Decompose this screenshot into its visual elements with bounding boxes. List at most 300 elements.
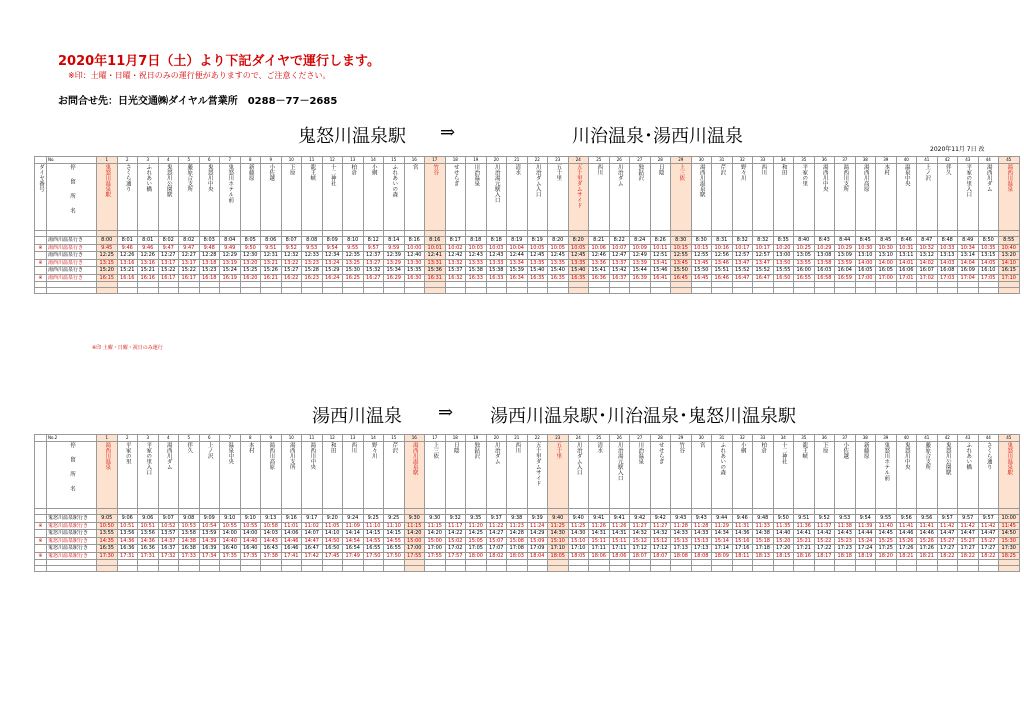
departure-time: 16:40 [240, 545, 261, 553]
departure-time: 17:21 [794, 545, 815, 553]
stop-number: 28 [650, 435, 671, 442]
route-arrow-1: ⇒ [440, 122, 456, 143]
blank-cell [220, 288, 241, 294]
stop-name: 上ノ沢 [206, 442, 213, 459]
weekend-mark [35, 237, 47, 245]
departure-time: 15:09 [527, 537, 548, 545]
departure-time: 11:09 [343, 522, 364, 530]
departure-time: 17:27 [958, 545, 979, 553]
stop-name: 川治湯元駅入口 [616, 442, 623, 481]
departure-time: 8:35 [773, 237, 794, 245]
stop-name: 本村 [247, 442, 254, 453]
departure-time: 9:43 [671, 515, 692, 523]
stop-name: 西川 [596, 164, 603, 175]
departure-time: 10:17 [732, 244, 753, 252]
departure-time: 16:50 [322, 545, 343, 553]
blank-cell [876, 566, 897, 572]
stop-number: 7 [220, 157, 241, 164]
departure-time: 14:00 [240, 530, 261, 538]
blank-cell [671, 566, 692, 572]
blank-cell [322, 566, 343, 572]
departure-time: 14:54 [343, 537, 364, 545]
stop-name-cell [814, 442, 835, 509]
departure-time: 9:53 [302, 244, 323, 252]
departure-time: 18:06 [589, 552, 610, 560]
departure-time: 15:24 [220, 267, 241, 275]
stop-name: 鬼怒川中央 [903, 442, 910, 470]
departure-time: 18:02 [486, 552, 507, 560]
departure-time: 17:26 [896, 545, 917, 553]
route-from-1: 鬼怒川温泉駅 [298, 126, 406, 147]
row-destination: 湯西川温泉行き [47, 267, 97, 275]
departure-time: 10:55 [240, 522, 261, 530]
departure-time: 17:27 [937, 545, 958, 553]
blank-cell [589, 288, 610, 294]
departure-time: 10:50 [97, 522, 118, 530]
departure-time: 14:15 [384, 530, 405, 538]
stop-number: 12 [322, 157, 343, 164]
departure-time: 10:25 [794, 244, 815, 252]
departure-time: 17:34 [199, 552, 220, 560]
stop-name: 宮 [698, 442, 705, 448]
departure-time: 13:23 [302, 259, 323, 267]
departure-time: 13:31 [425, 259, 446, 267]
blank-cell [630, 566, 651, 572]
departure-time: 15:55 [773, 267, 794, 275]
departure-time: 17:26 [917, 545, 938, 553]
stop-name-cell [138, 164, 159, 231]
departure-time: 14:30 [548, 530, 569, 538]
departure-time: 13:39 [630, 259, 651, 267]
departure-time: 12:44 [507, 252, 528, 260]
stop-name: 平家の里入口 [965, 164, 972, 197]
departure-time: 8:16 [404, 237, 425, 245]
departure-time: 11:15 [425, 522, 446, 530]
stop-number: 4 [158, 157, 179, 164]
departure-time: 14:38 [753, 530, 774, 538]
blank-cell [220, 566, 241, 572]
departure-time: 13:20 [240, 259, 261, 267]
departure-time: 13:45 [691, 259, 712, 267]
departure-time: 8:48 [937, 237, 958, 245]
stop-name: 鬼怒川中央 [206, 164, 213, 192]
stop-name: 平家の里 [124, 442, 131, 464]
blank-cell [527, 288, 548, 294]
departure-time: 15:52 [732, 267, 753, 275]
departure-time: 13:47 [753, 259, 774, 267]
stop-name-cell [773, 442, 794, 509]
departure-time: 12:41 [425, 252, 446, 260]
stop-name-cell [589, 164, 610, 231]
stop-name-cell [794, 442, 815, 509]
departure-time: 16:07 [917, 267, 938, 275]
departure-time: 11:37 [814, 522, 835, 530]
stop-name: 西川 [350, 442, 357, 453]
stop-name: 藤原合支所 [924, 442, 931, 470]
departure-time: 15:25 [240, 267, 261, 275]
departure-time: 12:27 [179, 252, 200, 260]
departure-time: 14:05 [978, 259, 999, 267]
blank-cell [794, 288, 815, 294]
stop-name-cell [814, 164, 835, 231]
departure-time: 16:36 [589, 274, 610, 282]
stop-name-cell [937, 164, 958, 231]
departure-time: 11:23 [507, 522, 528, 530]
departure-time: 10:04 [507, 244, 528, 252]
departure-time: 10:05 [527, 244, 548, 252]
departure-time: 11:02 [302, 522, 323, 530]
departure-time: 8:46 [896, 237, 917, 245]
stop-name: 川治ダム入口 [534, 164, 541, 197]
weekend-mark: ※ [35, 244, 47, 252]
departure-time: 16:17 [179, 274, 200, 282]
departure-time: 17:33 [179, 552, 200, 560]
blank-cell [773, 288, 794, 294]
stop-name: 独鈷沢 [637, 164, 644, 181]
departure-time: 12:49 [630, 252, 651, 260]
departure-time: 15:52 [753, 267, 774, 275]
stop-number: 26 [609, 435, 630, 442]
stop-number: 9 [261, 157, 282, 164]
departure-time: 13:47 [732, 259, 753, 267]
stop-number: 3 [138, 157, 159, 164]
departure-time: 15:27 [281, 267, 302, 275]
blank-cell [261, 566, 282, 572]
departure-time: 13:59 [835, 259, 856, 267]
stop-number: 27 [630, 157, 651, 164]
stop-number: 18 [445, 157, 466, 164]
departure-time: 15:13 [691, 537, 712, 545]
stop-name: 鬼怒川ホテル前 [227, 164, 234, 203]
departure-time: 15:00 [425, 537, 446, 545]
departure-time: 13:15 [978, 252, 999, 260]
dia-label-cell [35, 164, 47, 231]
departure-time: 12:27 [158, 252, 179, 260]
blank-cell [240, 566, 261, 572]
departure-time: 10:03 [466, 244, 487, 252]
stop-name: 清水 [514, 164, 521, 175]
departure-time: 15:21 [794, 537, 815, 545]
timetable-row [35, 237, 1020, 245]
departure-time: 8:55 [999, 237, 1020, 245]
departure-time: 15:20 [773, 537, 794, 545]
departure-time: 15:44 [630, 267, 651, 275]
departure-time: 16:16 [138, 274, 159, 282]
departure-time: 16:36 [117, 545, 138, 553]
dia-label-cell [35, 442, 47, 509]
departure-time: 15:42 [609, 267, 630, 275]
stop-name: 独鈷沢 [473, 442, 480, 459]
departure-time: 11:42 [958, 522, 979, 530]
blank-cell [179, 288, 200, 294]
stop-label: 停留所名 [69, 442, 75, 500]
departure-time: 13:14 [958, 252, 979, 260]
departure-time: 14:43 [261, 537, 282, 545]
departure-time: 17:49 [343, 552, 364, 560]
stop-name-cell [732, 442, 753, 509]
departure-time: 16:50 [773, 274, 794, 282]
blank-cell [999, 566, 1020, 572]
departure-time: 10:09 [630, 244, 651, 252]
blank-cell [281, 566, 302, 572]
departure-time: 9:09 [199, 515, 220, 523]
blank-cell [855, 288, 876, 294]
departure-time: 15:00 [404, 537, 425, 545]
departure-time: 12:25 [97, 252, 118, 260]
departure-time: 16:15 [999, 267, 1020, 275]
departure-time: 15:40 [527, 267, 548, 275]
stop-name: 小網 [370, 164, 377, 175]
departure-time: 13:56 [138, 530, 159, 538]
stop-name-cell [917, 164, 938, 231]
departure-time: 17:42 [302, 552, 323, 560]
row-destination: 湯西川温泉行き [47, 244, 97, 252]
departure-time: 9:46 [138, 244, 159, 252]
departure-time: 17:12 [650, 545, 671, 553]
stop-number: 1 [97, 157, 118, 164]
departure-time: 14:01 [896, 259, 917, 267]
departure-time: 13:11 [896, 252, 917, 260]
stop-name: せせらぎ [657, 442, 664, 464]
blank-cell [896, 288, 917, 294]
stop-name-cell [712, 164, 733, 231]
stop-name-cell [650, 164, 671, 231]
blank-cell [486, 566, 507, 572]
weekend-mark: ※ [35, 552, 47, 560]
departure-time: 8:18 [486, 237, 507, 245]
stop-number: 16 [404, 157, 425, 164]
departure-time: 9:49 [220, 244, 241, 252]
departure-time: 9:57 [937, 515, 958, 523]
blank-cell [630, 288, 651, 294]
route-title-1 [0, 122, 1024, 148]
departure-time: 15:27 [978, 537, 999, 545]
stop-name: 川治湯元駅入口 [493, 164, 500, 203]
stop-name-cell [322, 442, 343, 509]
departure-time: 17:05 [978, 274, 999, 282]
departure-time: 15:28 [302, 267, 323, 275]
departure-time: 9:41 [609, 515, 630, 523]
departure-time: 16:47 [732, 274, 753, 282]
stop-name-cell [917, 442, 938, 509]
departure-time: 9:57 [958, 515, 979, 523]
departure-time: 15:27 [958, 537, 979, 545]
departure-time: 14:28 [507, 530, 528, 538]
blank-cell [117, 566, 138, 572]
route-from-2: 湯西川温泉 [312, 406, 402, 427]
departure-time: 11:10 [363, 522, 384, 530]
stop-name-cell [835, 164, 856, 231]
departure-time: 15:41 [589, 267, 610, 275]
stop-number: 7 [220, 435, 241, 442]
departure-time: 14:39 [199, 537, 220, 545]
blank-cell [753, 566, 774, 572]
stop-name-cell [117, 442, 138, 509]
departure-time: 15:16 [732, 537, 753, 545]
departure-time: 8:19 [527, 237, 548, 245]
stop-name: 五十里 [555, 164, 562, 181]
departure-time: 13:35 [527, 259, 548, 267]
departure-time: 16:10 [978, 267, 999, 275]
departure-time: 13:57 [158, 530, 179, 538]
departure-time: 10:51 [138, 522, 159, 530]
stop-name-cell [97, 164, 118, 231]
stop-name: 小網 [739, 442, 746, 453]
departure-time: 8:00 [97, 237, 118, 245]
stop-name-cell [281, 164, 302, 231]
blank-cell [35, 288, 47, 294]
departure-time: 14:29 [527, 530, 548, 538]
departure-time: 13:17 [158, 259, 179, 267]
stop-name: 上三依 [432, 442, 439, 459]
departure-time: 17:22 [814, 545, 835, 553]
departure-time: 16:45 [671, 274, 692, 282]
stop-name-cell [425, 164, 446, 231]
row-destination: 湯西川温泉行き [47, 237, 97, 245]
row-destination: 鬼怒川温泉駅行き [47, 522, 97, 530]
footnote-1: ※印 土曜・日曜・祝日のみ運行 [92, 345, 163, 351]
blank-cell [568, 288, 589, 294]
timetable-row [35, 552, 1020, 560]
departure-time: 11:35 [773, 522, 794, 530]
stop-name-cell [425, 442, 446, 509]
stop-name-cell [363, 442, 384, 509]
departure-time: 12:56 [712, 252, 733, 260]
departure-time: 12:45 [527, 252, 548, 260]
stop-number: 20 [486, 157, 507, 164]
departure-time: 16:35 [97, 545, 118, 553]
departure-time: 9:25 [384, 515, 405, 523]
departure-time: 9:35 [466, 515, 487, 523]
departure-time: 14:50 [999, 530, 1020, 538]
stop-number: 31 [712, 157, 733, 164]
blank-cell [732, 566, 753, 572]
contact-info: お問合せ先：日光交通㈱ダイヤル営業所 0288－77－2685 [58, 96, 338, 107]
departure-time: 12:32 [281, 252, 302, 260]
departure-time: 17:07 [486, 545, 507, 553]
stop-name-cell [445, 164, 466, 231]
timetable-row [35, 274, 1020, 282]
stop-name-cell [179, 442, 200, 509]
departure-time: 8:20 [568, 237, 589, 245]
blank-cell [650, 566, 671, 572]
departure-time: 15:34 [384, 267, 405, 275]
departure-time: 11:01 [281, 522, 302, 530]
departure-time: 11:25 [548, 522, 569, 530]
departure-time: 14:42 [814, 530, 835, 538]
blank-cell [712, 288, 733, 294]
stop-name-cell [158, 442, 179, 509]
departure-time: 15:26 [917, 537, 938, 545]
departure-time: 8:22 [609, 237, 630, 245]
stop-name: さくら通り [985, 442, 992, 470]
stop-name: 日陰 [657, 164, 664, 175]
stop-number: 24 [568, 157, 589, 164]
blank-cell [835, 566, 856, 572]
departure-time: 17:09 [527, 545, 548, 553]
departure-time: 12:47 [609, 252, 630, 260]
departure-time: 9:43 [691, 515, 712, 523]
blank-cell [404, 566, 425, 572]
stop-name: 五十里ダムサイド [534, 442, 541, 486]
departure-time: 13:16 [117, 259, 138, 267]
departure-time: 9:52 [281, 244, 302, 252]
departure-time: 16:31 [425, 274, 446, 282]
blank-cell [978, 566, 999, 572]
no-label: No.2 [47, 435, 97, 442]
stop-label-cell [47, 164, 97, 231]
stop-name-cell [302, 442, 323, 509]
departure-time: 10:54 [199, 522, 220, 530]
stop-name-cell [568, 442, 589, 509]
departure-time: 14:45 [876, 530, 897, 538]
stop-number: 43 [958, 435, 979, 442]
departure-time: 13:59 [199, 530, 220, 538]
departure-time: 18:21 [917, 552, 938, 560]
departure-time: 8:49 [958, 237, 979, 245]
departure-time: 12:40 [404, 252, 425, 260]
stop-name-cell [999, 164, 1020, 231]
stop-name-cell [404, 442, 425, 509]
departure-time: 15:07 [486, 537, 507, 545]
blank-cell [753, 288, 774, 294]
stop-number: 14 [363, 157, 384, 164]
departure-time: 11:10 [384, 522, 405, 530]
stop-number: 39 [876, 435, 897, 442]
departure-time: 17:31 [138, 552, 159, 560]
stop-name-cell [261, 164, 282, 231]
row-destination: 湯西川温泉行き [47, 274, 97, 282]
departure-time: 15:40 [548, 267, 569, 275]
stop-name-cell [855, 164, 876, 231]
departure-time: 16:39 [199, 545, 220, 553]
stop-name-cell [138, 442, 159, 509]
departure-time: 13:30 [404, 259, 425, 267]
stop-name: 五十里ダムサイド [575, 164, 582, 208]
stop-number: 35 [794, 435, 815, 442]
stop-number: 3 [138, 435, 159, 442]
departure-time: 16:36 [138, 545, 159, 553]
blank-cell [609, 288, 630, 294]
departure-time: 15:23 [835, 537, 856, 545]
weekend-mark [35, 530, 47, 538]
departure-time: 16:35 [548, 274, 569, 282]
departure-time: 9:17 [302, 515, 323, 523]
row-destination: 鬼怒川温泉駅行き [47, 515, 97, 523]
stop-name: 竹谷 [432, 164, 439, 175]
departure-time: 11:29 [712, 522, 733, 530]
stop-number: 17 [425, 435, 446, 442]
stop-name-cell [712, 442, 733, 509]
departure-time: 13:46 [712, 259, 733, 267]
departure-time: 12:57 [753, 252, 774, 260]
stop-number: 42 [937, 157, 958, 164]
departure-time: 17:50 [363, 552, 384, 560]
weekend-mark [35, 252, 47, 260]
blank-cell [548, 288, 569, 294]
departure-time: 13:32 [445, 259, 466, 267]
departure-time: 8:26 [650, 237, 671, 245]
timetable-1 [34, 156, 1020, 294]
departure-time: 17:30 [999, 545, 1020, 553]
stop-number: 8 [240, 435, 261, 442]
departure-time: 8:24 [630, 237, 651, 245]
blank-cell [363, 566, 384, 572]
departure-time: 17:25 [876, 545, 897, 553]
departure-time: 10:00 [404, 244, 425, 252]
stop-number: 17 [425, 157, 446, 164]
stop-number: 21 [507, 157, 528, 164]
